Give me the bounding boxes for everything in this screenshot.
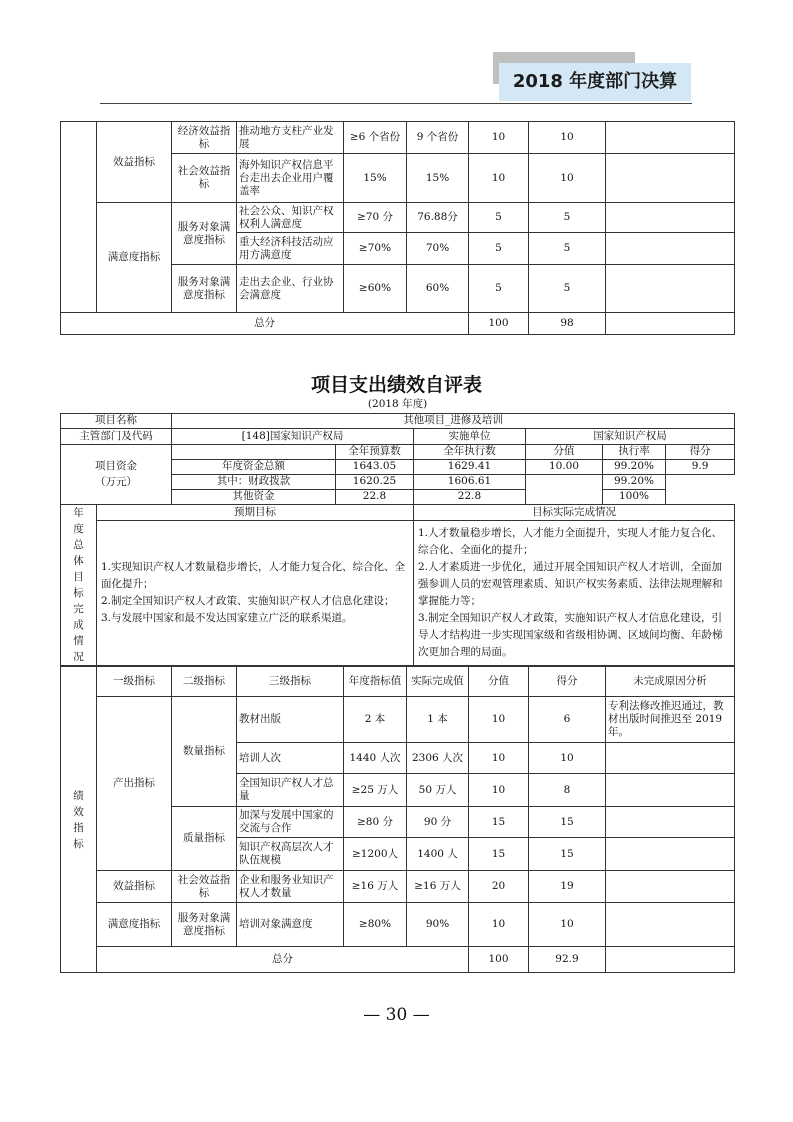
page-number: — 30 — (363, 1005, 430, 1025)
target-cell: 1440 人次 (344, 743, 407, 774)
output-label: 产出指标 (97, 697, 172, 871)
header-actual: 实际完成值 (407, 667, 469, 697)
score-cell: 15 (529, 807, 606, 838)
col-exec-header: 全年执行数 (414, 444, 526, 459)
level3-cell: 社会公众、知识产权权利人满意度 (237, 203, 344, 233)
col-score-header: 得分 (666, 444, 735, 459)
row2-label: 其中：财政拨款 (172, 474, 336, 489)
row1-exec: 1629.41 (414, 459, 526, 474)
actual-cell: 70% (407, 233, 469, 265)
reason-cell (606, 871, 735, 903)
actual-cell: 76.88分 (407, 203, 469, 233)
goals-side-label: 年度总体目标完成情况 (61, 504, 97, 665)
row3-rate: 100% (603, 489, 666, 504)
social-label: 社会效益指标 (172, 871, 237, 903)
row1-weight: 10.00 (526, 459, 603, 474)
reason-cell: 专利法修改推迟通过，教材出版时间推迟至 2019 年。 (606, 697, 735, 743)
weight-cell: 10 (469, 122, 529, 154)
row1-budget: 1643.05 (336, 459, 414, 474)
level3-cell: 推动地方支柱产业发展 (237, 122, 344, 154)
col-rate-header: 执行率 (603, 444, 666, 459)
header-weight: 分值 (469, 667, 529, 697)
reason-cell (606, 122, 735, 154)
target-cell: ≥25 万人 (344, 774, 407, 807)
fund-label: 项目资金 （万元） (61, 444, 172, 504)
level1-cell: 效益指标 (97, 122, 172, 203)
row3-score-blank (666, 489, 735, 504)
actual-cell: ≥16 万人 (407, 871, 469, 903)
row2-budget: 1620.25 (336, 474, 414, 489)
reason-cell (606, 774, 735, 807)
actual-cell: 60% (407, 265, 469, 313)
target-cell: ≥70% (344, 233, 407, 265)
reason-cell (606, 203, 735, 233)
row3-budget: 22.8 (336, 489, 414, 504)
score-cell: 5 (529, 203, 606, 233)
row2-rate: 99.20% (603, 474, 666, 489)
service-label: 服务对象满意度指标 (172, 903, 237, 947)
quality-label: 质量指标 (172, 807, 237, 871)
weight-cell: 5 (469, 265, 529, 313)
score-cell: 8 (529, 774, 606, 807)
level3-cell: 教材出版 (237, 697, 344, 743)
project-name-label: 项目名称 (61, 413, 172, 428)
score-cell: 10 (529, 903, 606, 947)
perf-side-label: 绩效指标 (61, 667, 97, 973)
total-label: 总分 (61, 313, 469, 335)
row3-weight-blank (526, 489, 603, 504)
level3-cell: 培训人次 (237, 743, 344, 774)
score-cell: 5 (529, 265, 606, 313)
expected-goal-text: 1.实现知识产权人才数量稳步增长，人才能力复合化、综合化、全面化提升； 2.制定全国知识产权人才政策、实施知识产权人才信息化建设； 3.与发展中国家和最不发达国家建立广泛的联系渠道。 (97, 520, 414, 665)
impl-label: 实施单位 (414, 428, 526, 444)
total-weight: 100 (469, 947, 529, 973)
continued-performance-table (60, 121, 735, 335)
total-score: 92.9 (529, 947, 606, 973)
level2-cell: 社会效益指标 (172, 154, 237, 203)
weight-cell: 10 (469, 154, 529, 203)
target-cell: ≥6 个省份 (344, 122, 407, 154)
actual-cell: 1400 人 (407, 838, 469, 871)
score-cell: 10 (529, 154, 606, 203)
weight-cell: 10 (469, 903, 529, 947)
weight-cell: 15 (469, 838, 529, 871)
level3-cell: 海外知识产权信息平台走出去企业用户覆盖率 (237, 154, 344, 203)
score-cell: 10 (529, 122, 606, 154)
actual-cell: 15% (407, 154, 469, 203)
level3-cell: 重大经济科技活动应用方满意度 (237, 233, 344, 265)
weight-cell: 10 (469, 697, 529, 743)
target-cell: ≥16 万人 (344, 871, 407, 903)
reason-cell (606, 903, 735, 947)
row1-score: 9.9 (666, 459, 735, 474)
actual-cell: 1 本 (407, 697, 469, 743)
project-info-table (60, 397, 735, 666)
level2-cell: 经济效益指标 (172, 122, 237, 154)
header-title: 2018 年度部门决算 (499, 63, 691, 101)
reason-cell (606, 265, 735, 313)
actual-cell: 90% (407, 903, 469, 947)
weight-cell: 5 (469, 233, 529, 265)
score-cell: 15 (529, 838, 606, 871)
project-name-value: 其他项目_进修及培训 (172, 413, 735, 428)
header-rule (100, 103, 692, 104)
total-reason (606, 947, 735, 973)
level3-cell: 走出去企业、行业协会满意度 (237, 265, 344, 313)
expected-goal-header: 预期目标 (97, 504, 414, 520)
reason-cell (606, 807, 735, 838)
reason-cell (606, 743, 735, 774)
target-cell: 2 本 (344, 697, 407, 743)
reason-cell (606, 233, 735, 265)
target-cell: ≥70 分 (344, 203, 407, 233)
dept-label: 主管部门及代码 (61, 428, 172, 444)
target-cell: ≥80 分 (344, 807, 407, 838)
weight-cell: 20 (469, 871, 529, 903)
actual-cell: 90 分 (407, 807, 469, 838)
row1-rate: 99.20% (603, 459, 666, 474)
actual-goal-text: 1.人才数量稳步增长，人才能力全面提升，实现人才能力复合化、综合化、全面化的提升； 2.人才素质进一步优化，通过开展全国知识产权人才培训，全面加强参训人员的宏观管理素质、知识产权实务素质、法律法规理解和掌握能力等； 3.制定全国知识产权人才政策，实施知识产权人才信息化建设，引导人才结构进一步实现国家级和省级相协调、区域间均衡、年龄梯次更加合理的局面。 (414, 520, 735, 665)
actual-goal-header: 目标实际完成情况 (414, 504, 735, 520)
header-target: 年度指标值 (344, 667, 407, 697)
performance-indicator-table (60, 666, 735, 973)
actual-cell: 2306 人次 (407, 743, 469, 774)
header-level3: 三级指标 (237, 667, 344, 697)
target-cell: 15% (344, 154, 407, 203)
total-reason (606, 313, 735, 335)
level3-cell: 企业和服务业知识产权人才数量 (237, 871, 344, 903)
reason-cell (606, 154, 735, 203)
row3-exec: 22.8 (414, 489, 526, 504)
header-score: 得分 (529, 667, 606, 697)
level1-cell: 满意度指标 (97, 203, 172, 313)
year-label: (2018 年度) (367, 398, 428, 411)
target-cell: ≥80% (344, 903, 407, 947)
row1-label: 年度资金总额 (172, 459, 336, 474)
side-blank-cell (61, 122, 97, 313)
col-weight-header: 分值 (526, 444, 603, 459)
actual-cell: 9 个省份 (407, 122, 469, 154)
satisfaction-label: 满意度指标 (97, 903, 172, 947)
impl-value: 国家知识产权局 (526, 428, 735, 444)
row3-label: 其他资金 (172, 489, 336, 504)
header-reason: 未完成原因分析 (606, 667, 735, 697)
weight-cell: 10 (469, 743, 529, 774)
weight-cell: 5 (469, 203, 529, 233)
target-cell: ≥60% (344, 265, 407, 313)
level3-cell: 知识产权高层次人才队伍规模 (237, 838, 344, 871)
header-level2: 二级指标 (172, 667, 237, 697)
dept-value: [148]国家知识产权局 (172, 428, 414, 444)
weight-cell: 10 (469, 774, 529, 807)
weight-cell: 15 (469, 807, 529, 838)
level3-cell: 加深与发展中国家的交流与合作 (237, 807, 344, 838)
score-cell: 6 (529, 697, 606, 743)
row2-score-blank (666, 474, 735, 489)
total-weight: 100 (469, 313, 529, 335)
total-label: 总分 (97, 947, 469, 973)
level3-cell: 全国知识产权人才总量 (237, 774, 344, 807)
row2-weight-blank (526, 474, 603, 489)
score-cell: 5 (529, 233, 606, 265)
col-budget-header: 全年预算数 (336, 444, 414, 459)
level3-cell: 培训对象满意度 (237, 903, 344, 947)
total-score: 98 (529, 313, 606, 335)
row2-exec: 1606.61 (414, 474, 526, 489)
target-cell: ≥1200人 (344, 838, 407, 871)
score-cell: 19 (529, 871, 606, 903)
benefit-label: 效益指标 (97, 871, 172, 903)
actual-cell: 50 万人 (407, 774, 469, 807)
header-level1: 一级指标 (97, 667, 172, 697)
level2-cell: 服务对象满意度指标 (172, 203, 237, 265)
quantity-label: 数量指标 (172, 697, 237, 807)
fund-header-blank (172, 444, 336, 459)
level2-cell: 服务对象满意度指标 (172, 265, 237, 313)
score-cell: 10 (529, 743, 606, 774)
reason-cell (606, 838, 735, 871)
page-title: 项目支出绩效自评表 (310, 374, 482, 396)
